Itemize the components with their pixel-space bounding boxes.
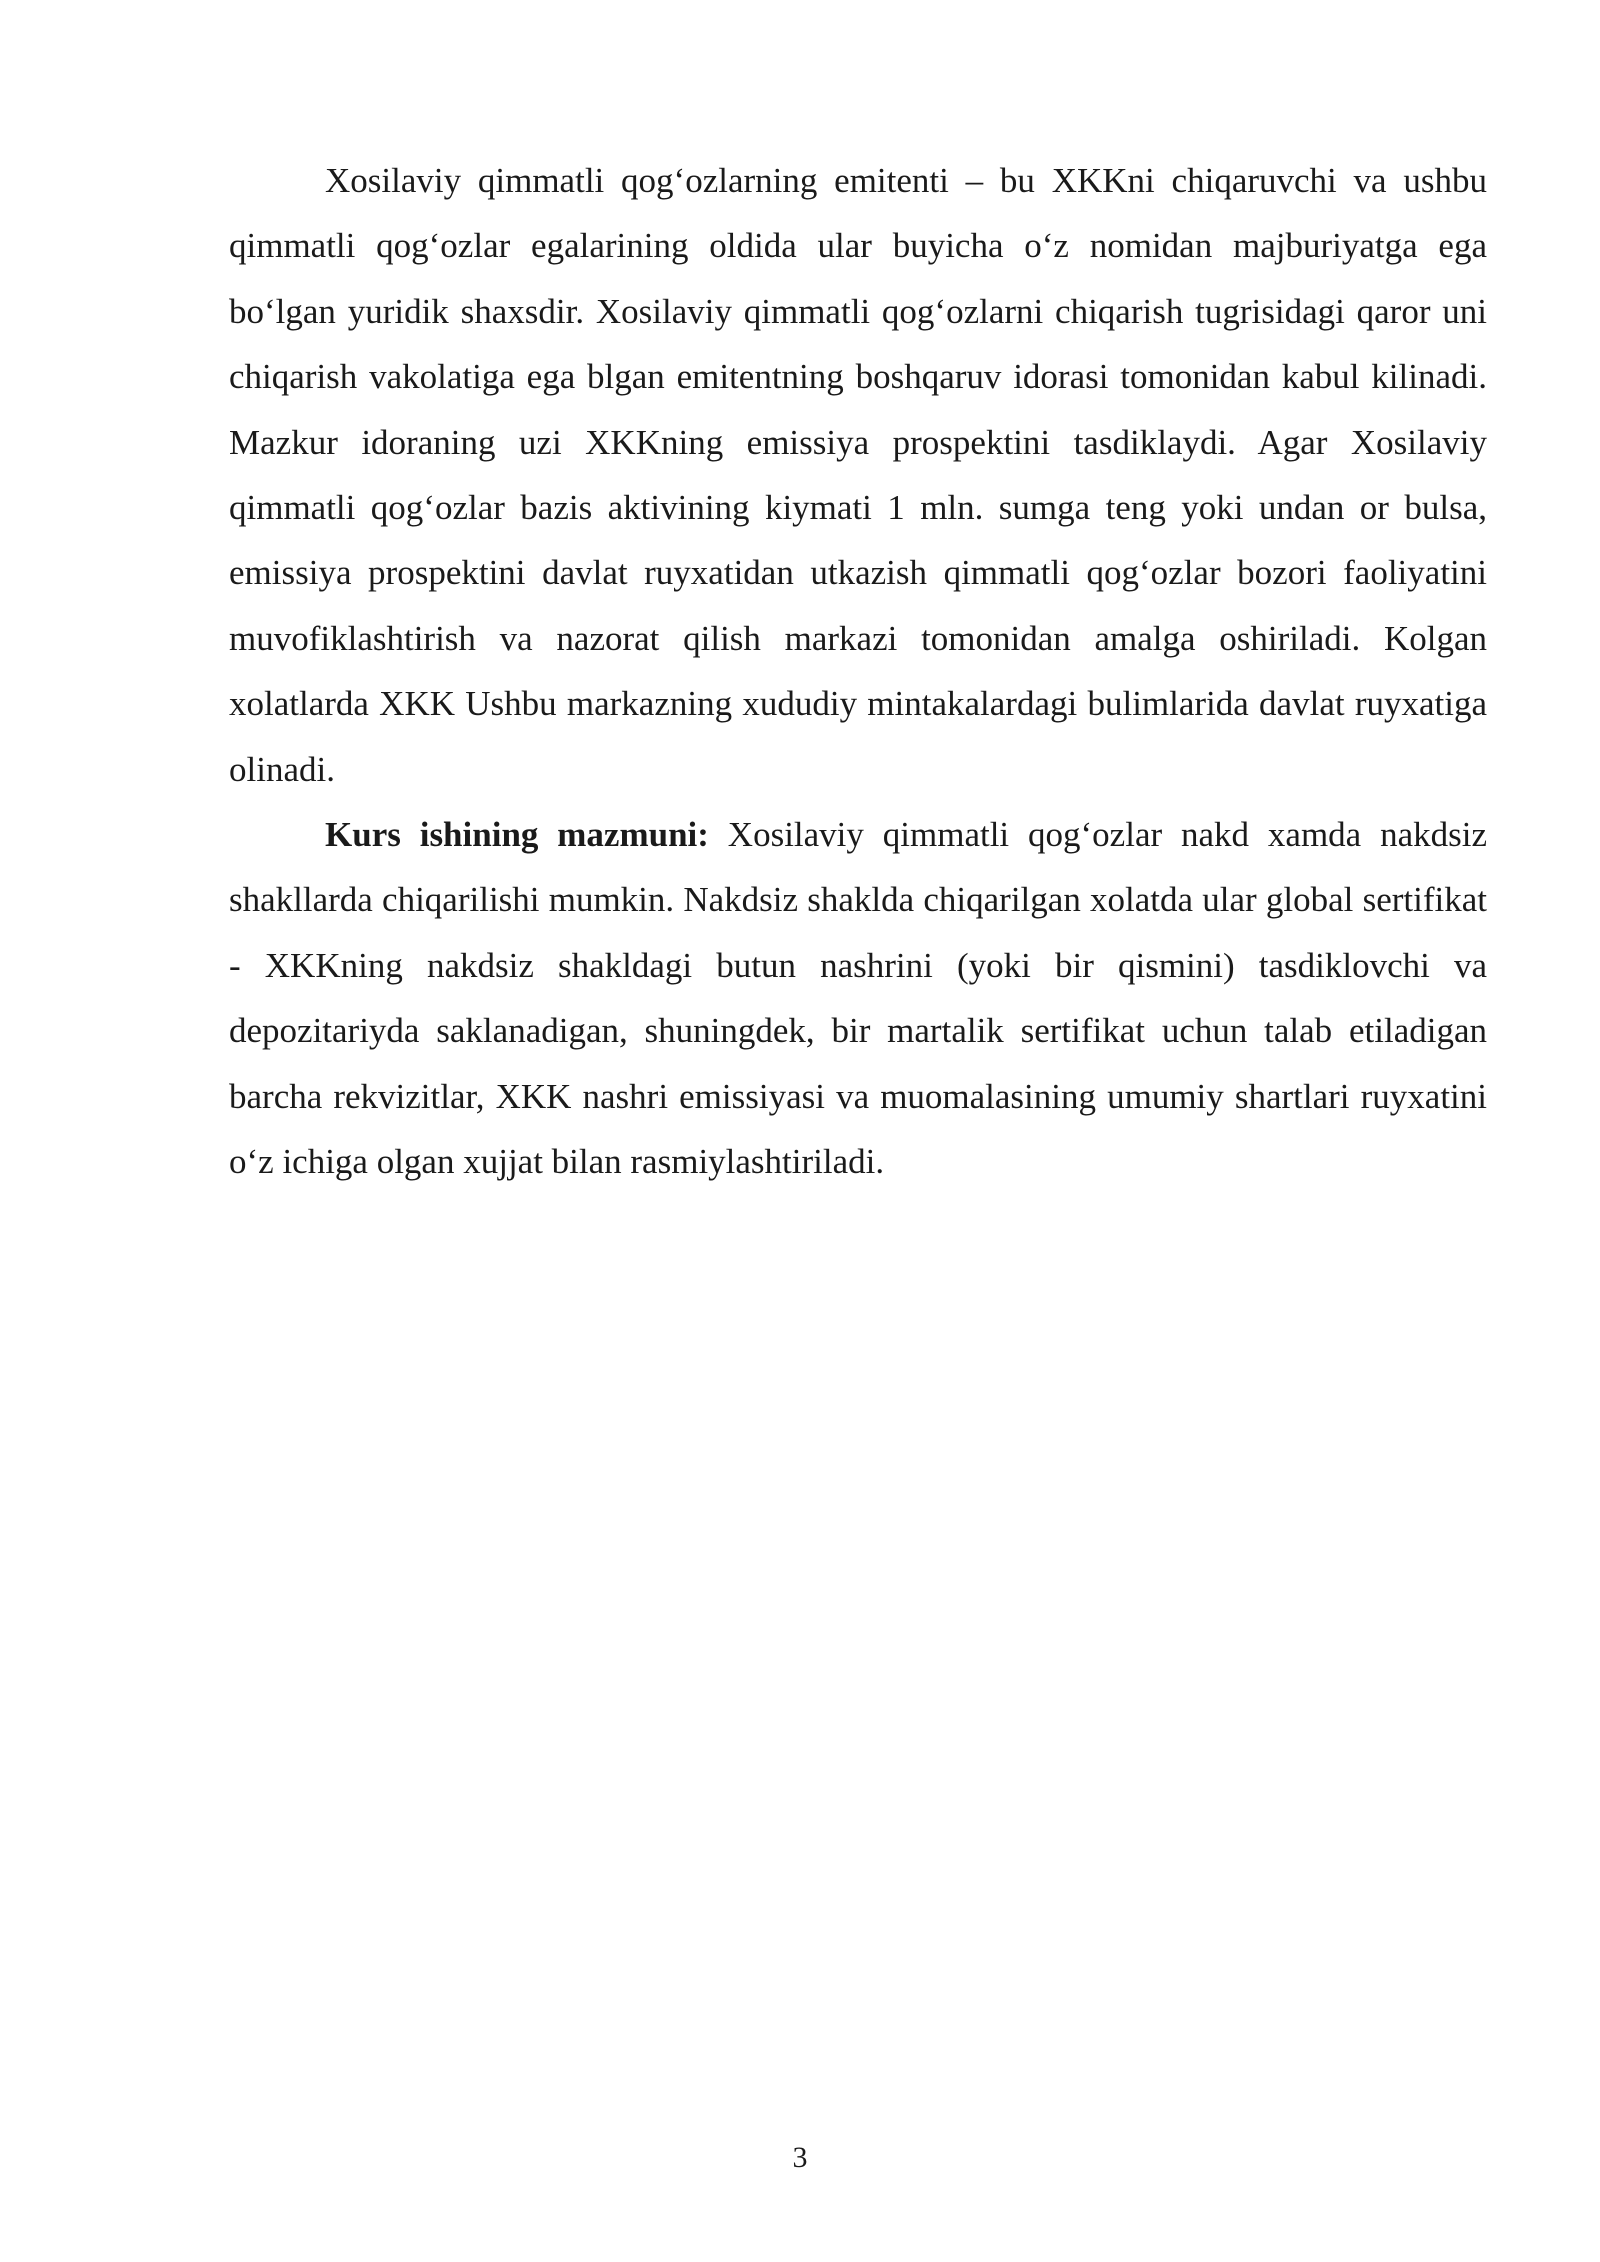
paragraph-lead-heading: Kurs ishining mazmuni: xyxy=(325,815,709,855)
paragraph-text: Xosilaviy qimmatli qog‘ozlarning emitenti – bu XKKni chiqaruvchi va ushbu qimmatli qog‘ozlar egalarining oldida ular buyicha o‘z nomidan majburiyatga ega bo‘lgan yuridik shaxsdir. Xosilaviy qimmatli qog‘ozlarni chiqarish tugrisidagi qaror uni chiqarish vakolatiga ega blgan emitentning boshqaruv idorasi tomonidan kabul kilinadi. Mazkur idoraning uzi XKKning emissiya prospektini tasdiklaydi. Agar Xosilaviy qimmatli qog‘ozlar bazis aktivining kiymati 1 mln. sumga teng yoki undan or bulsa, emissiya prospektini davlat ruyxatidan utkazish qimmatli qog‘ozlar bozori faoliyatini muvofiklashtirish va nazorat qilish markazi tomonidan amalga oshiriladi. Kolgan xolatlarda XKK Ushbu markazning xududiy mintakalardagi bulimlarida davlat ruyxatiga olinadi. xyxy=(229,161,1487,789)
body-text xyxy=(229,148,1487,1195)
paragraph-course-content xyxy=(229,802,1487,1194)
page-number: 3 xyxy=(792,2141,808,2174)
paragraph-text: Xosilaviy qimmatli qog‘ozlar nakd xamda nakdsiz shakllarda chiqarilishi mumkin. Nakdsiz shaklda chiqarilgan xolatda ular global sertifikat - XKKning nakdsiz shakldagi butun nashrini (yoki bir qismini) tasdiklovchi va depozitariyda saklanadigan, shuningdek, bir martalik sertifikat uchun talab etiladigan barcha rekvizitlar, XKK nashri emissiyasi va muomalasining umumiy shartlari ruyxatini o‘z ichiga olgan xujjat bilan rasmiylashtiriladi. xyxy=(229,815,1487,1182)
paragraph-emitent xyxy=(229,148,1487,802)
